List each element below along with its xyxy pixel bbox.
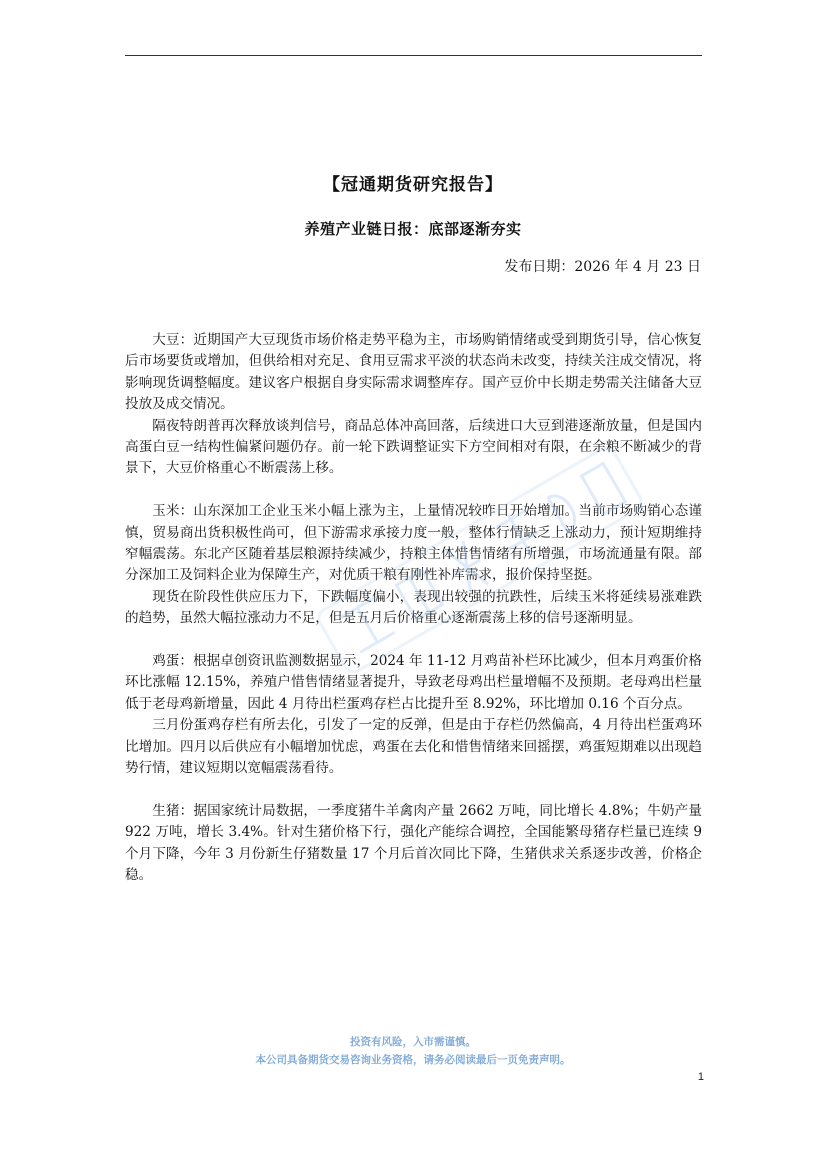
paragraph-soybean: 大豆：近期国产大豆现货市场价格走势平稳为主，市场购销情绪或受到期货引导，信心恢复后市场要货或增加，但供给相对充足、食用豆需求平淡的状态尚未改变，持续关注成交情况，将影响现货调整幅度。建议客户根据自身实际需求调整库存。国产豆价中长期走势需关注储备大豆投放及成交情况。: [125, 332, 702, 413]
report-subtitle: 养殖产业链日报：底部逐渐夯实: [304, 220, 522, 238]
publish-date-label: 发布日期：: [504, 259, 575, 275]
report-title: 【冠通期货研究报告】: [323, 175, 503, 195]
paragraph-corn: 玉米：山东深加工企业玉米小幅上涨为主，上量情况较昨日开始增加。当前市场购销心态谨慎，贸易商出货积极性尚可，但下游需求承接力度一般，整体行情缺乏上涨动力，预计短期维持窄幅震荡。东北产区随着基层粮源持续减少，持粮主体惜售情绪有所增强，市场流通量有限。部分深加工及饲料企业为保障生产，对优质干粮有刚性补库需求，报价保持坚挺。: [125, 503, 702, 584]
paragraph-corn-outlook: 现货在阶段性供应压力下，下跌幅度偏小，表现出较强的抗跌性，后续玉米将延续易涨难跌的趋势，虽然大幅拉涨动力不足，但是五月后价格重心逐渐震荡上移的信号逐渐明显。: [125, 588, 702, 627]
paragraph-egg: 鸡蛋：根据卓创资讯监测数据显示，2024 年 11-12 月鸡苗补栏环比减少，但本月鸡蛋价格环比涨幅 12.15%，养殖户惜售情绪显著提升，导致老母鸡出栏量增幅不及预期。老母鸡出栏量低于老母鸡新增量，因此 4 月待出栏蛋鸡存栏占比提升至 8.92%，环比增加 0.16 个百分点。: [125, 653, 702, 712]
paragraph-hog: 生猪：据国家统计局数据，一季度猪牛羊禽肉产量 2662 万吨，同比增长 4.8%；牛奶产量 922 万吨，增长 3.4%。针对生猪价格下行，强化产能综合调控，全国能繁母猪存栏量已连续 9 个月下降，今年 3 月份新生仔猪数量 17 个月后首次同比下降，生猪供求关系逐步改善，价格企稳。: [125, 802, 702, 884]
report-body: [125, 330, 702, 887]
paragraph-soybean-outlook: 隔夜特朗普再次释放谈判信号，商品总体冲高回落，后续进口大豆到港逐渐放量，但是国内高蛋白豆一结构性偏紧问题仍存。前一轮下跌调整证实下方空间相对有限，在余粮不断减少的背景下，大豆价格重心不断震荡上移。: [125, 417, 702, 477]
page-footer: [0, 1033, 826, 1069]
risk-warning: 投资有风险，入市需谨慎。: [350, 1036, 476, 1048]
publish-date-value: 2026 年 4 月 23 日: [574, 259, 701, 275]
publish-date: [504, 256, 701, 276]
header-rule: [125, 55, 702, 56]
paragraph-egg-outlook: 三月份蛋鸡存栏有所去化，引发了一定的反弹，但是由于存栏仍然偏高，4 月待出栏蛋鸡环比增加。四月以后供应有小幅增加忧虑，鸡蛋在去化和惜售情绪来回摇摆，鸡蛋短期难以出现趋势行情，建议短期以宽幅震荡看待。: [125, 717, 702, 777]
page-number: 1: [697, 1071, 704, 1083]
disclaimer-notice: 本公司具备期货交易咨询业务资格，请务必阅读最后一页免责声明。: [255, 1054, 571, 1066]
